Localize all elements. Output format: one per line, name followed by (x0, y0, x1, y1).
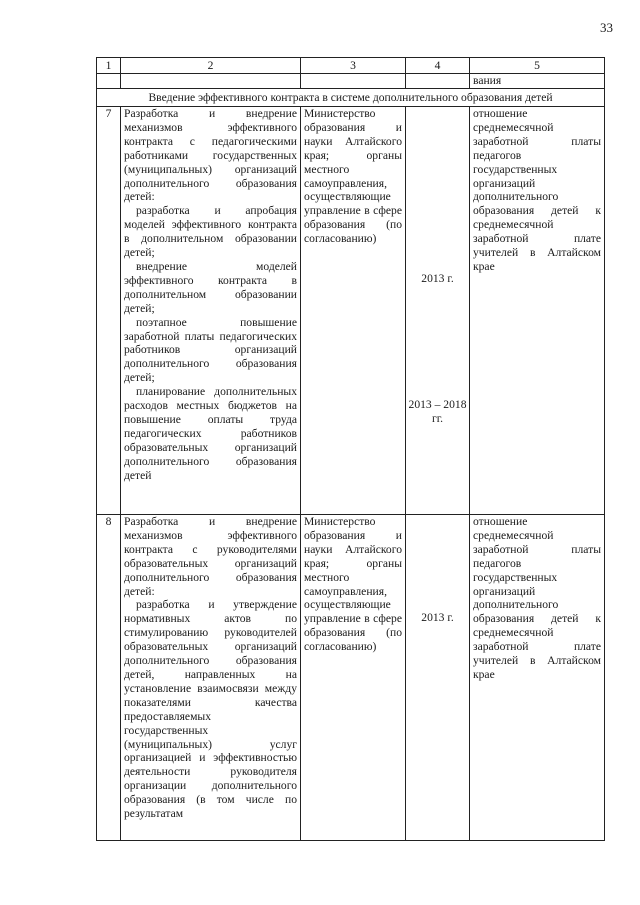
row-number: 8 (97, 515, 121, 841)
deadline-cell (406, 515, 470, 841)
responsible-agency: Министерство образования и науки Алтайского края; органы местного самоуправления, осуществляющие управление в сфере образования (по согласованию) (301, 515, 406, 841)
table-row (97, 107, 605, 515)
row-number: 7 (97, 107, 121, 515)
measures-table (96, 57, 605, 841)
continuation-row (97, 74, 605, 89)
measure-title: Разработка и внедрение механизмов эффективного контракта с педагогическими работниками государственных (муниципальных) организаций дополнительного образования детей: (124, 107, 297, 204)
measure-subitem: планирование дополнительных расходов местных бюджетов на повышение оплаты труда педагогических работников образовательных организаций дополнительного образования детей (124, 385, 297, 482)
column-number-header: 5 (470, 58, 605, 74)
measure-title: Разработка и внедрение механизмов эффективного контракта с руководителями образовательных организаций дополнительного образования детей: (124, 515, 297, 598)
table-row (97, 515, 605, 841)
deadline-cell (406, 107, 470, 515)
responsible-agency: Министерство образования и науки Алтайского края; органы местного самоуправления, осуществляющие управление в сфере образования (по согласованию) (301, 107, 406, 515)
continuation-text: вания (470, 74, 605, 89)
measure-subitem: разработка и утверждение нормативных актов по стимулированию руководителей образовательных организаций дополнительного образования детей, направленных на установление взаимосвязи между показателями качества предоставляемых государственных (муниципальных) услуг организацией и эффективностью деятельности руководителя организации дополнительного образования (в том числе по результатам (124, 598, 297, 821)
deadline: 2013 – 2018 гг. (408, 398, 467, 425)
column-number-header: 2 (121, 58, 301, 74)
measure-subitem: разработка и апробация моделей эффективного контракта в дополнительном образовании детей; (124, 204, 297, 260)
section-title: Введение эффективного контракта в системе дополнительного образования детей (97, 89, 605, 107)
indicator: отношение среднемесячной заработной платы педагогов государственных организаций дополнительного образования детей к среднемесячной заработной плате учителей в Алтайском крае (470, 515, 605, 841)
table-header-row (97, 58, 605, 74)
indicator: отношение среднемесячной заработной платы педагогов государственных организаций дополнительного образования детей к среднемесячной заработной плате учителей в Алтайском крае (470, 107, 605, 515)
section-title-row (97, 89, 605, 107)
column-number-header: 1 (97, 58, 121, 74)
column-number-header: 4 (406, 58, 470, 74)
measure-subitem: внедрение моделей эффективного контракта в дополнительном образовании детей; (124, 259, 297, 315)
measure-description (121, 107, 301, 515)
deadline: 2013 г. (421, 272, 454, 285)
page-number: 33 (600, 20, 613, 35)
measure-description (121, 515, 301, 841)
column-number-header: 3 (301, 58, 406, 74)
measure-subitem: поэтапное повышение заработной платы педагогических работников организаций дополнительного образования детей; (124, 315, 297, 385)
deadline: 2013 г. (421, 611, 454, 624)
